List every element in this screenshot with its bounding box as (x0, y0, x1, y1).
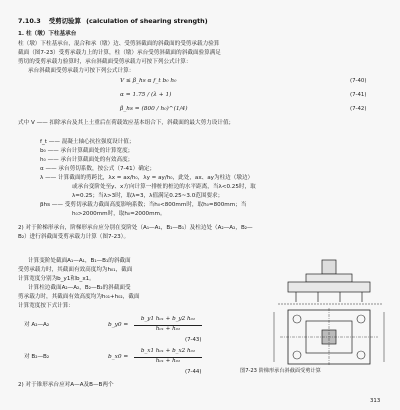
stepped-cap-diagram (270, 258, 390, 368)
cap-lower-step (288, 282, 370, 292)
body-line-3: 剪切的受剪承载力验算时，承台斜截面受剪承载力可按下列公式计算： (18, 59, 192, 65)
def-betahs: βhs —— 受剪切承载力截面高度影响系数；当h₀<800mm时，取h₀=800mm；当 (40, 202, 247, 208)
section-title-en: (calculation of shearing strength) (86, 17, 208, 25)
def-ft: f_t —— 混凝土轴心抗拉强度设计值； (40, 139, 135, 145)
stepped-a-lhs: b_y0 = (108, 322, 129, 328)
def-betahs-2: h₀>2000mm时，取h₀=2000mm。 (72, 211, 166, 217)
body-line-2: 截面（图7-23）受剪承载力上的计算，柱（墩）承台受剪斜截面的斜截面验算满足 (18, 50, 221, 56)
def-alpha: α —— 承台剪切系数，按公式（7-41）确定； (40, 166, 156, 172)
defs-intro: 式中 V —— 扣除承台及其上土重后在荷载效应基本组合下，斜截面的最大剪力设计值； (18, 120, 235, 126)
stepped-a-den: h₀₁ + h₀₂ (155, 326, 181, 332)
para2-line-7: 剪承载力时，其截面有效高度均为h₀₁+h₀₂，截面 (18, 294, 140, 300)
body-line-1: 柱（墩）下柱基承台，混合和承（墩）边、受剪斜截面的斜截面的受剪承载力验算 (18, 41, 220, 47)
stepped-b-no: (7-44) (185, 369, 202, 375)
section-title-cn: 受剪切验算 (48, 17, 81, 25)
para2-line-1: 2) 对于阶梯形承台，阶梯形承台应分别在变阶处（A₁—A₁，B₁—B₁）及柱边处（A₂—A₂，B₂— (18, 225, 253, 231)
stepped-b-num: b_x1 h₀₁ + b_x2 h₀₂ (140, 348, 196, 354)
page-number: 313 (370, 398, 381, 404)
stepped-a-no: (7-43) (185, 337, 202, 343)
def-h0: h₀ —— 承台计算截面处的有效高度； (40, 157, 134, 163)
formula-7-42: β_hs = (800 / h₀)^(1/4) (120, 106, 188, 112)
def-lambda-3: λ=0.25；当λ>3时，取λ=3，λ值满足0.25~3.0范围要求； (72, 193, 224, 199)
body-line-4: 承台斜截面受剪承载力可按下列公式计算： (28, 68, 135, 74)
stepped-b-label: 对 B₂—B₂ (24, 354, 50, 360)
column-elevation (322, 260, 336, 274)
def-lambda-2: 或承台变阶处至y、x方向计算一排桩的桩边的水平距离，当λ<0.25时，取 (72, 184, 256, 190)
formula-7-42-no: (7-42) (350, 106, 367, 112)
formula-7-40: V ≤ β_hs α f_t b₀ h₀ (120, 78, 177, 84)
para2-line-3: 计算变阶处截面A₁—A₁，B₁—B₁的斜截面 (28, 258, 131, 264)
para2-line-5: 计算宽度分别为b_y1和b_x1。 (18, 276, 95, 282)
figure-caption: 图7-23 阶梯形承台斜截面受剪计算 (240, 368, 321, 374)
stepped-a-num: b_y1 h₀₁ + b_y2 h₀₂ (140, 316, 196, 322)
stepped-b-lhs: b_x0 = (108, 354, 129, 360)
figure-7-23 (240, 258, 390, 376)
stepped-b-den: h₀₁ + h₀₂ (155, 358, 181, 364)
para2-line-8: 计算宽度按下式计算： (18, 303, 74, 309)
para3: 2) 对于锥形承台应对A—A及B—B两个 (18, 382, 114, 388)
def-lambda: λ —— 计算截面的剪跨比，λx = ax/h₀，λy = ay/h₀，此处，ax、ay为柱边（墩边） (40, 175, 254, 181)
para2-line-6: 计算柱边截面A₂—A₂，B₂—B₂的斜截面受 (28, 285, 131, 291)
formula-7-40-no: (7-40) (350, 78, 367, 84)
def-b0: b₀ —— 承台计算截面处的计算宽度； (40, 148, 134, 154)
formula-7-41: α = 1.75 / (λ + 1) (120, 92, 172, 98)
stepped-a-label: 对 A₂—A₂ (24, 322, 50, 328)
cap-upper-step (306, 274, 352, 282)
section-number: 7.10.3 (18, 17, 41, 25)
para2-line-4: 受剪承载力时，其截面有效高度均为h₀₁，截面 (18, 267, 133, 273)
subsection-1: 1. 柱（墩）下柱基承台 (18, 31, 77, 37)
section-heading (18, 18, 208, 25)
para2-line-2: B₂）进行斜截面受剪承载力计算（图7-23）。 (18, 234, 130, 240)
formula-7-41-no: (7-41) (350, 92, 367, 98)
